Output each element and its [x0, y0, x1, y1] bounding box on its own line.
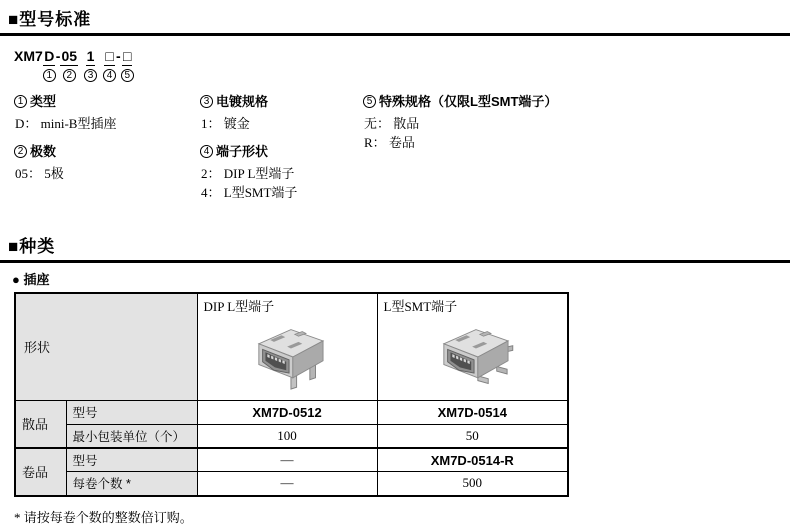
- model-segment: [84, 48, 97, 82]
- row-label-per-reel: 每卷个数 *: [66, 472, 197, 496]
- legend-item-special-spec: [363, 94, 790, 152]
- footnote: * 请按每卷个数的整数倍订购。: [14, 509, 193, 525]
- row-label-model: 型号: [66, 400, 197, 424]
- legend-line: 2： DIP L型端子: [201, 166, 295, 181]
- legend-title: 电镀规格: [216, 94, 269, 109]
- legend-line: 4： L型SMT端子: [201, 185, 298, 200]
- legend-line: R： 卷品: [364, 135, 415, 150]
- circled-digit: 5: [121, 69, 134, 82]
- column-header-text: DIP L型端子: [203, 299, 275, 314]
- legend-heading: [14, 94, 200, 109]
- model-segment-text: D: [44, 48, 55, 64]
- circled-digit: 4: [103, 69, 116, 82]
- group-label-reel: 卷品: [15, 448, 66, 496]
- cell-model-dip: XM7D-0512: [197, 400, 377, 424]
- legend-heading: [200, 94, 363, 109]
- legend-item-type: [14, 94, 200, 133]
- table-row: [15, 424, 568, 448]
- connector-smt-illustration: [434, 323, 516, 391]
- circled-digit: 1: [43, 69, 56, 82]
- legend-title: 类型: [30, 94, 57, 109]
- model-segment: [103, 48, 116, 82]
- shape-label-cell: 形状: [15, 293, 197, 400]
- spec-table: [14, 292, 569, 497]
- socket-bullet-label: ● 插座: [12, 272, 50, 287]
- table-row: [15, 472, 568, 496]
- cell-per-reel-dip: —: [197, 472, 377, 496]
- legend-line: 05： 5极: [15, 166, 64, 181]
- cell-min-package-dip: 100: [197, 424, 377, 448]
- legend-column-3: [363, 94, 790, 213]
- mini-b-connector-dip-image: [204, 323, 377, 395]
- circled-digit: 3: [200, 95, 213, 108]
- model-segment-text: □: [105, 48, 114, 64]
- row-label-model-reel: 型号: [66, 448, 197, 472]
- section-title-model-standard: ■型号标准: [0, 10, 790, 36]
- legend-title: 端子形状: [216, 144, 269, 159]
- model-segment-text: XM7: [14, 48, 43, 64]
- table-row: [15, 400, 568, 424]
- circled-digit: 2: [63, 69, 76, 82]
- table-row: [15, 448, 568, 472]
- column-header-text: L型SMT端子: [383, 299, 458, 314]
- circled-digit: 2: [14, 145, 27, 158]
- model-segment: [14, 48, 43, 80]
- mini-b-connector-smt-image: [384, 323, 568, 395]
- model-number-line: [14, 48, 790, 82]
- legend-item-plating: [200, 94, 363, 133]
- model-segment: [121, 48, 134, 82]
- circled-digit: 4: [200, 145, 213, 158]
- model-segment-text: -: [55, 48, 61, 64]
- column-header-dip: [197, 293, 377, 400]
- legend-line: D： mini-B型插座: [15, 116, 117, 131]
- model-segment-text: 1: [86, 48, 95, 64]
- legend-line: 1： 镀金: [201, 116, 250, 131]
- cell-min-package-smt: 50: [377, 424, 568, 448]
- legend-heading: [363, 94, 790, 109]
- section-title-types: ■种类: [0, 237, 790, 263]
- model-segment-text: 05: [61, 48, 78, 64]
- legend-title: 极数: [30, 144, 57, 159]
- legend-heading: [14, 144, 200, 159]
- model-number-format-block: [14, 48, 790, 82]
- circled-digit: 1: [14, 95, 27, 108]
- circled-digit: 3: [84, 69, 97, 82]
- legend-item-poles: [14, 144, 200, 183]
- cell-model-smt: XM7D-0514: [377, 400, 568, 424]
- column-header-smt: [377, 293, 568, 400]
- model-segment-text: □: [122, 48, 132, 64]
- legend-item-terminal-shape: [200, 144, 363, 202]
- model-segment-text: -: [116, 48, 121, 64]
- table-row-shape: [15, 293, 568, 400]
- legend-title: 特殊规格（仅限L型SMT端子）: [379, 94, 558, 109]
- legend-column-2: [200, 94, 363, 213]
- model-legend: [14, 94, 790, 213]
- cell-model-reel-dip: —: [197, 448, 377, 472]
- row-label-min-package: 最小包装单位（个）: [66, 424, 197, 448]
- connector-dip-illustration: [249, 323, 331, 391]
- legend-heading: [200, 144, 363, 159]
- legend-column-1: [14, 94, 200, 213]
- cell-model-reel-smt: XM7D-0514-R: [377, 448, 568, 472]
- model-segment: [43, 48, 56, 82]
- circled-digit: 5: [363, 95, 376, 108]
- group-label-loose: 散品: [15, 400, 66, 448]
- legend-line: 无： 散品: [364, 116, 420, 131]
- model-segment: [60, 48, 78, 82]
- cell-per-reel-smt: 500: [377, 472, 568, 496]
